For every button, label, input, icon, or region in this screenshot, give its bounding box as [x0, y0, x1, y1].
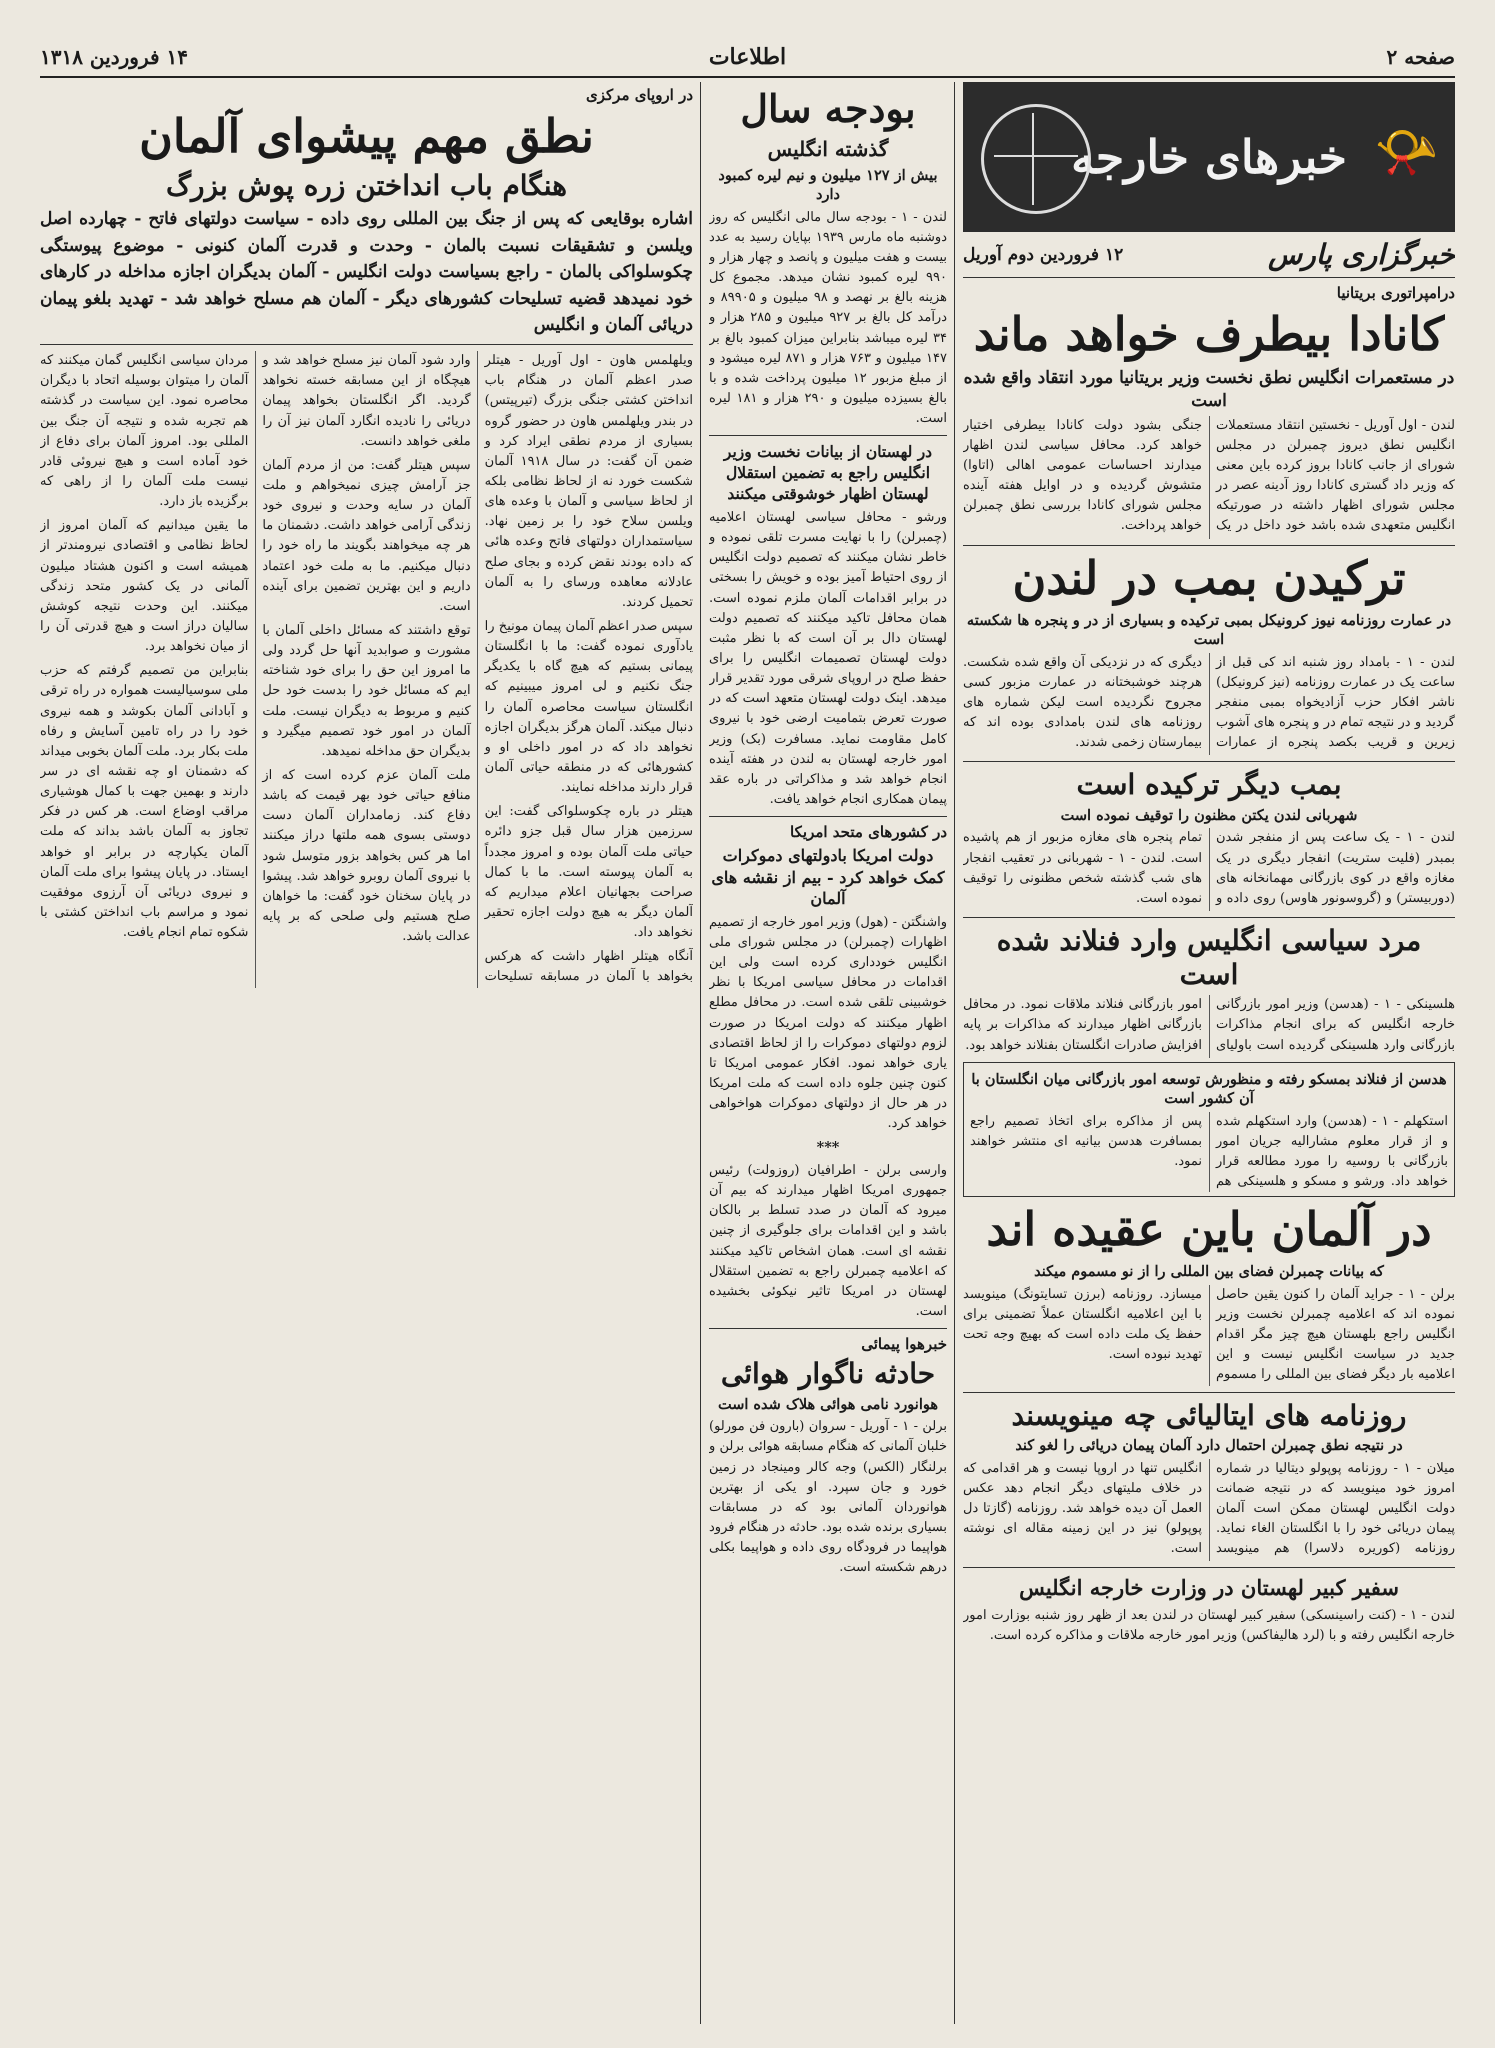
foreign-news-banner [963, 82, 1455, 232]
agency-logo: خبرگزاری پارس [1268, 238, 1455, 271]
italy-headline: روزنامه های ایتالیائی چه مینویسند [1011, 1398, 1407, 1432]
germany-treaty-headline: در آلمان باین عقیده اند [986, 1202, 1432, 1257]
budget-deck: بیش از ۱۲۷ میلیون و نیم لیره کمبود دارد [718, 166, 938, 204]
finland-body: هلسینکی - ۱ - (هدسن) وزیر امور بازرگانی خارجه انگلیس که برای انجام مذاکرات بازرگانی وارد هلسینکی گردیده است باولیای امور بازرگانی فنلاند ملاقات نمود. در محافل بازرگانی اظهار میدارند که مذاکرات بر پایه افزایش صادرات انگلستان بفنلاند خواهد بود. [963, 997, 1455, 1053]
hitler-paragraph: هیتلر در باره چکوسلواکی گفت: این سرزمین هزار سال قبل جزو دائره حیاتی ملت آلمان بوده و امروز مجدداً به آلمان پیوسته است. ما با کمال صراحت بجهانیان اعلام میداریم که آلمان دیگر به هیچ دولت اجازه تحقیر نخواهد داد. [484, 804, 693, 941]
italy-body: میلان - ۱ - روزنامه پوپولو دیتالیا در شماره امروز خود مینویسد که در نتیجه ضمانت دولت انگلیس لهستان ممکن است آلمان پیمان دریائی خود را با انگلستان الغاء نماید. روزنامه (کوریره دلاسرا) هم مینویسد انگلیس تنها در اروپا نیست و هر اقدامی که در خلاف ملیتهای دیگر انجام دهد عکس العمل آن دیده خواهد شد. روزنامه (گازتا دل پوپولو) نیز در این زمینه مقاله ای نوشته است. [963, 1460, 1455, 1557]
hitler-paragraph: بنابراین من تصمیم گرفتم که حزب ملی سوسیالیست همواره در راه ترقی و آبادانی آلمان بکوشد و همه نیروی خود را در راه تامین آسایش و رفاه ملت بکار برد. ملت آلمان بخوبی میداند که دشمنان او چه نقشه ای در سر دارند و بهمین جهت با کمال هوشیاری مراقب اوضاع است. هر کس در فکر تجاوز به آلمان باشد بداند که ملت آلمان یکپارچه در برابر او خواهد ایستاد. در پایان پیشوا برای ملت آلمان و نیروی دریائی آن آرزوی موفقیت نمود و مراسم باب انداختن کشتی با شکوه تمام انجام یافت. [40, 663, 249, 941]
budget-body: لندن - ۱ - بودجه سال مالی انگلیس که روز دوشنبه ماه مارس ۱۹۳۹ بپایان رسید به عدد بیست و هفت میلیون و پانصد و چهار هزار و ۹۹۰ لیره کمبود نشان میدهد. مجموع کل هزینه بالغ بر نهصد و ۹۸ میلیون و ۸۹۹۰۵ و درآمد کل بالغ بر ۹۲۷ میلیون و ۲۸۵ هزار و ۳۴ لیره میباشد بنابراین میزان کمبود بالغ بر ۱۴۷ میلیون و ۷۶۳ هزار و ۸۷۱ لیره میشود و از مبلغ مزبور ۱۲ میلیون پرداخت شده و با بالغ بسیزده میلیون و ۲۹۰ هزار و ۱۸۱ لیره است. [709, 209, 947, 427]
page-number: صفحه ۲ [1386, 45, 1455, 69]
agency-date: ۱۲ فروردین دوم آوریل [963, 244, 1124, 265]
envoy-body: لندن - ۱ - (کنت راسینسکی) سفیر کبیر لهستان در لندن بعد از ظهر روز شنبه بوزارت امور خارجه انگلیس رفته و با (لرد هالیفاکس) وزیر امور خارجه ملاقات و مذاکره کرده است. [963, 1607, 1455, 1643]
usa-section-label: در کشورهای متحد امریکا [790, 823, 947, 842]
hitler-lead: اشاره بوقایعی که پس از جنگ بین المللی روی داده - سیاست دولتهای فاتح - چهارده اصل ویلسن و تشقیقات نسبت بالمان - وحدت و قدرت آلمان کنونی - موضوع پیوستگی چکوسلواکی بالمان - راجع بسیاست دولت انگلیس - آلمان بدیگران اجازه مداخله در کارهای خود نمیدهد قضیه تسلیحات کشورهای دیگر - آلمان هم مسلح خواهد شد - تهدید بلغو پیمان دریائی آلمان و انگلیس [40, 209, 693, 335]
finland-box-body: استکهلم - ۱ - (هدسن) وارد استکهلم شده و از قرار معلوم مشارالیه جریان امور بازرگانی با روسیه را مورد مطالعه قرار خواهد داد. ورشو و مسکو و هلسینکی هم پس از مذاکره برای اتخاذ تصمیم راجع بمسافرت هدسن بیانیه ای منتشر خواهند نمود. [970, 1113, 1448, 1190]
finland-box-headline: هدسن از فنلاند بمسکو رفته و منظورش توسعه امور بازرگانی میان انگلستان با آن کشور است [971, 1070, 1447, 1108]
usa-body-2: وارسی برلن - اطرافیان (روزولت) رئیس جمهوری امریکا اظهار میدارند که بیم آن میرود که آلمان در صدد تسلط بر بالکان باشد و این اقدامات برای جلوگیری از چنین نقشه ای است. همان اشخاص تاکید میکنند که اعلامیه چمبرلن راجع به تضمین استقلال لهستان در امریکا تاثیر نیکوئی بخشیده است. [709, 1163, 947, 1320]
bomb2-subheadline: شهربانی لندن یکتن مظنون را توقیف نموده است [1060, 806, 1358, 824]
finland-box [963, 1062, 1455, 1198]
agency-line [963, 238, 1455, 271]
newspaper-name: اطلاعات [708, 44, 787, 70]
bomb-subheadline: در عمارت روزنامه نیوز کرونیکل بمبی ترکیده و بسیاری از در و پنجره ها شکسته است [966, 611, 1452, 649]
hitler-paragraph: سپس صدر اعظم آلمان پیمان مونیخ را یادآوری نموده گفت: ما با انگلستان پیمانی بستیم که هیچ گاه با یکدیگر جنگ نکنیم و لی امروز میبینیم که انگلستان سیاست محاصره آلمان را دنبال میکند. آلمان هرگز بدیگران اجازه نخواهد داد که در امور داخلی او و کشورهائی که در منطقه حیاتی آلمان قرار دارند مداخله نمایند. [484, 619, 693, 796]
canada-subheadline: در مستعمرات انگلیس نطق نخست وزیر بریتانیا مورد انتقاد واقع شده است [963, 367, 1455, 411]
air-accident-body: برلن - ۱ - آوریل - سروان (بارون فن مورلو) خلبان آلمانی که هنگام مسابقه هوائی برلن و برلنگار (الکس) وجه کالر ومینجاد در زمین خورد و جان سپرد. او یکی از بهترین هوانوردان آلمانی بود که در مسابقات بسیاری برنده شده بود. حادثه در هنگام فرود هواپیما در فرودگاه روی داده و هواپیما بکلی درهم شکسته است. [709, 1419, 947, 1576]
budget-column [709, 82, 947, 2024]
hitler-paragraph: مردان سیاسی انگلیس گمان میکنند که آلمان را میتوان بوسیله اتحاد با دیگران محاصره نمود. این سیاست در گذشته هم تجربه شده و نتیجه آن جنگ بین المللی بود. امروز آلمان برای دفاع از خود آماده است و هیچ نیروئی قادر نیست ملت آلمان را از راهی که برگزیده باز دارد. [40, 353, 249, 510]
usa-headline: دولت امریکا بادولتهای دموکرات کمک خواهد کرد - بیم از نقشه های آلمان [711, 846, 945, 909]
hitler-paragraph: سپس هیتلر گفت: من از مردم آلمان جز آرامش چیزی نمیخواهم و ملت آلمان در سایه وحدت و نیروی خود زندگی آرامی خواهد داشت. دشمنان ما هر چه میخواهند بگویند ما راه خود را دنبال میکنیم. ما به ملت خود اعتماد داریم و این بهترین تضمین برای آینده است. [262, 457, 471, 614]
poland-body: ورشو - محافل سیاسی لهستان اعلامیه (چمبرلن) را با نهایت مسرت تلقی نموده و خاطر نشان میکنند که تصمیم دولت انگلیس از روی احتیاط آمیز بوده و خویش را بسختی در برابر اقدامات آلمان ملزم نموده است. همان محافل تاکید میکنند که تصمیم دولت لهستان دال بر آن است که با نظر مثبت دولت لهستان تصمیمات انگلیس را برای حفظ صلح در اروپای شرقی مورد تقدیر قرار میدهد. اینک دولت لهستان متعهد است که در صورت تعرض بتمامیت ارضی خود با نیروی کامل مقاومت نماید. مسافرت (بک) وزیر امور خارجه لهستان به لندن در هفته آینده انجام خواهد شد و مذاکراتی در باره عقد پیمان همکاری انجام خواهد یافت. [709, 510, 947, 807]
germany-treaty-subheadline: که بیانات چمبرلن فضای بین المللی را از نو مسموم میکند [1034, 1263, 1384, 1281]
banner-title: خبرهای خارجه [1071, 130, 1347, 184]
budget-subheadline: گذشته انگلیس [767, 136, 889, 161]
issue-date: ۱۴ فروردین ۱۳۱۸ [40, 45, 188, 69]
bomb-body: لندن - ۱ - بامداد روز شنبه اند کی قبل از ساعت یک در عمارت روزنامه (نیز کرونیکل) ناشر افکار حزب آزادیخواه بمبی منفجر گردید و در نتیجه تمام در و پنجره های آشوب زیرین و قریب بکصد پنجره از عمارات دیگری که در نزدیکی آن واقع شده شکست. هرچند خوشبختانه در عمارت مزبور کسی مجروح نگردیده است لیکن شماره های روزنامه های لندن بامدادی بوده اند که بیمارستان زخمی شدند. [963, 654, 1455, 751]
masthead [40, 38, 1455, 78]
bomb-headline: ترکیدن بمب در لندن [1012, 550, 1406, 605]
hitler-subheadline: هنگام باب انداختن زره پوش بزرگ [165, 168, 568, 202]
hitler-paragraph: ما یقین میدانیم که آلمان امروز از لحاظ نظامی و اقتصادی نیرومندتر از همیشه است و اکنون هشتاد میلیون آلمانی در یک کشور متحد زندگی میکنند. این وحدت نتیجه کوشش سالیان دراز است و هیچ قدرتی آن را از میان نخواهد برد. [40, 518, 249, 655]
gramophone-horn-icon: 📯 [1374, 123, 1439, 183]
hitler-paragraph: توقع داشتند که مسائل داخلی آلمان با مشورت و صوابدید آنها حل گردد ولی ما امروز این حق را برای خود شناخته ایم که مسائل خود را بدست خود حل کنیم و مربوط به دیگران نیست. ملت آلمان در امور خود تصمیم میگیرد و بدیگران حق مداخله نمیدهد. [262, 623, 471, 759]
globe-icon [981, 104, 1091, 214]
canada-body: لندن - اول آوریل - نخستین انتقاد مستعملات انگلیس نطق دیروز چمبرلن در مجلس شورای از جانب کانادا بروز کرده باین معنی که وزیر داد گستری کانادا روز آدینه عصر در مجلس شورای اظهار داشته در صورتیکه انگلیس متعهدی شده باشد خود داخل در یک جنگی بشود دولت کانادا بیطرفی اختیار خواهد کرد. محافل سیاسی لندن اظهار میدارند احساسات عمومی اهالی (اتاوا) متشوش گردیده و در اوایل هفته آینده مجلس شورای کانادا بررسی نطق چمبرلن خواهد پرداخت. [963, 417, 1455, 534]
aviation-section-label: خبرهوا پیمائی [861, 1335, 947, 1354]
kicker-central-europe: در اروپای مرکزی [586, 86, 693, 104]
columns [40, 82, 1455, 2024]
hitler-paragraph: آنگاه هیتلر اظهار داشت که هرکس بخواهد با آلمان در مسابقه تسلیحات وارد شود آلمان نیز مسلح خواهد شد و هیچگاه از این مسابقه خسته نخواهد گردید. اگر انگلستان بخواهد پیمان دریائی را نادیده انگارد آلمان نیز آن را ملغی خواهد دانست. [262, 353, 693, 985]
bomb2-body: لندن - ۱ - یک ساعت پس از منفجر شدن بمبدر (فلیت ستریت) انفجار دیگری در یک مغازه واقع در کوی بازرگانی مهمانخانه های (دوربیستر) و (گروسونور هاوس) روی داده و تمام پنجره های مغازه مزبور از هم پاشیده است. لندن - ۱ - شهربانی در تعقیب انفجار های شب گذشته شخص مظنونی را توقیف نموده است. [963, 830, 1455, 906]
finland-headline: مرد سیاسی انگلیس وارد فنلاند شده است [996, 924, 1422, 991]
hitler-speech-column [40, 82, 693, 2024]
usa-body: واشنگتن - (هول) وزیر امور خارجه از تصمیم اظهارات (چمبرلن) در مجلس شورای ملی انگلیس خودداری کرده است ولی این اقدامات در محافل سیاسی امریکا با نظر خوشبینی تلقی شده است. در محافل مطلع اظهار میکنند که دولت امریکا در صورت لزوم دولتهای دموکرات را از لحاظ اقتصادی یاری خواهد نمود. افکار عمومی امریکا تا کنون چنین جلوه داده است که ملت امریکا در هر حال از دولتهای دموکرات هواخواهی خواهد کرد. [709, 914, 947, 1132]
section-break: *** [816, 1139, 840, 1157]
canada-headline: کانادا بیطرف خواهد ماند [973, 307, 1445, 361]
foreign-news-column [963, 82, 1455, 2024]
envoy-headline: سفیر کبیر لهستان در وزارت خارجه انگلیس [1019, 1575, 1399, 1601]
bomb2-headline: بمب دیگر ترکیده است [1076, 768, 1342, 802]
air-accident-headline: حادثه ناگوار هوائی [720, 1357, 936, 1391]
hitler-headline: نطق مهم پیشوای آلمان [139, 109, 594, 163]
hitler-paragraph: ویلهلمس هاون - اول آوریل - هیتلر صدر اعظم آلمان در هنگام باب انداختن کشتی جنگی بزرگ (تیرپیتس) در بندر ویلهلمس هاون در حضور گروه بسیاری از مردم نطقی ایراد کرد و ضمن آن گفت: در سال ۱۹۱۸ آلمان شکست خورد نه از لحاظ نظامی بلکه از لحاظ سیاسی و آلمان با وعده های ویلسن سلاح خود را بر زمین نهاد. سیاستمداران دولتهای فاتح وعده هائی که داده بودند نقض کرده و بجای صلح عادلانه معاهده ورسای را به آلمان تحمیل کردند. [484, 353, 693, 610]
poland-headline: در لهستان از بیانات نخست وزیر انگلیس راجع به تضمین استقلال لهستان اظهار خوشوقتی میکنند [723, 442, 933, 504]
germany-treaty-body: برلن - ۱ - جراید آلمان را کنون یقین حاصل نموده اند که اعلامیه چمبرلن نخست وزیر انگلیس راجع بلهستان هیچ چیز مگر اقدام جدید در سیاست انگلیس نیست و این اعلامیه بار دیگر فضای بین المللی را مسموم میسازد. روزنامه (برزن تسایتونگ) مینویسد با این اعلامیه انگلستان عملاً تضمینی برای حفظ یک ملت داده است که بهیچ وجه تحت تهدید نبوده است. [963, 1286, 1455, 1383]
air-accident-subheadline: هوانورد نامی هوائی هلاک شده است [717, 1395, 939, 1413]
italy-subheadline: در نتیجه نطق چمبرلن احتمال دارد آلمان پیمان دریائی را لغو کند [1015, 1437, 1403, 1455]
budget-headline: بودجه سال [740, 86, 916, 131]
kicker-british-empire: درامپراتوری بریتانیا [1336, 284, 1455, 302]
hitler-paragraph: ملت آلمان عزم کرده است که از منافع حیاتی خود بهر قیمت که باشد دفاع کند. زمامداران آلمان دست دوستی بسوی همه ملتها دراز میکنند اما هر کس بخواهد بزور متوسل شود با نیروی آلمان روبرو خواهد شد. پیشوا در پایان سخنان خود گفت: ما خواهان صلح هستیم ولی صلحی که بر پایه عدالت باشد. [262, 768, 471, 945]
